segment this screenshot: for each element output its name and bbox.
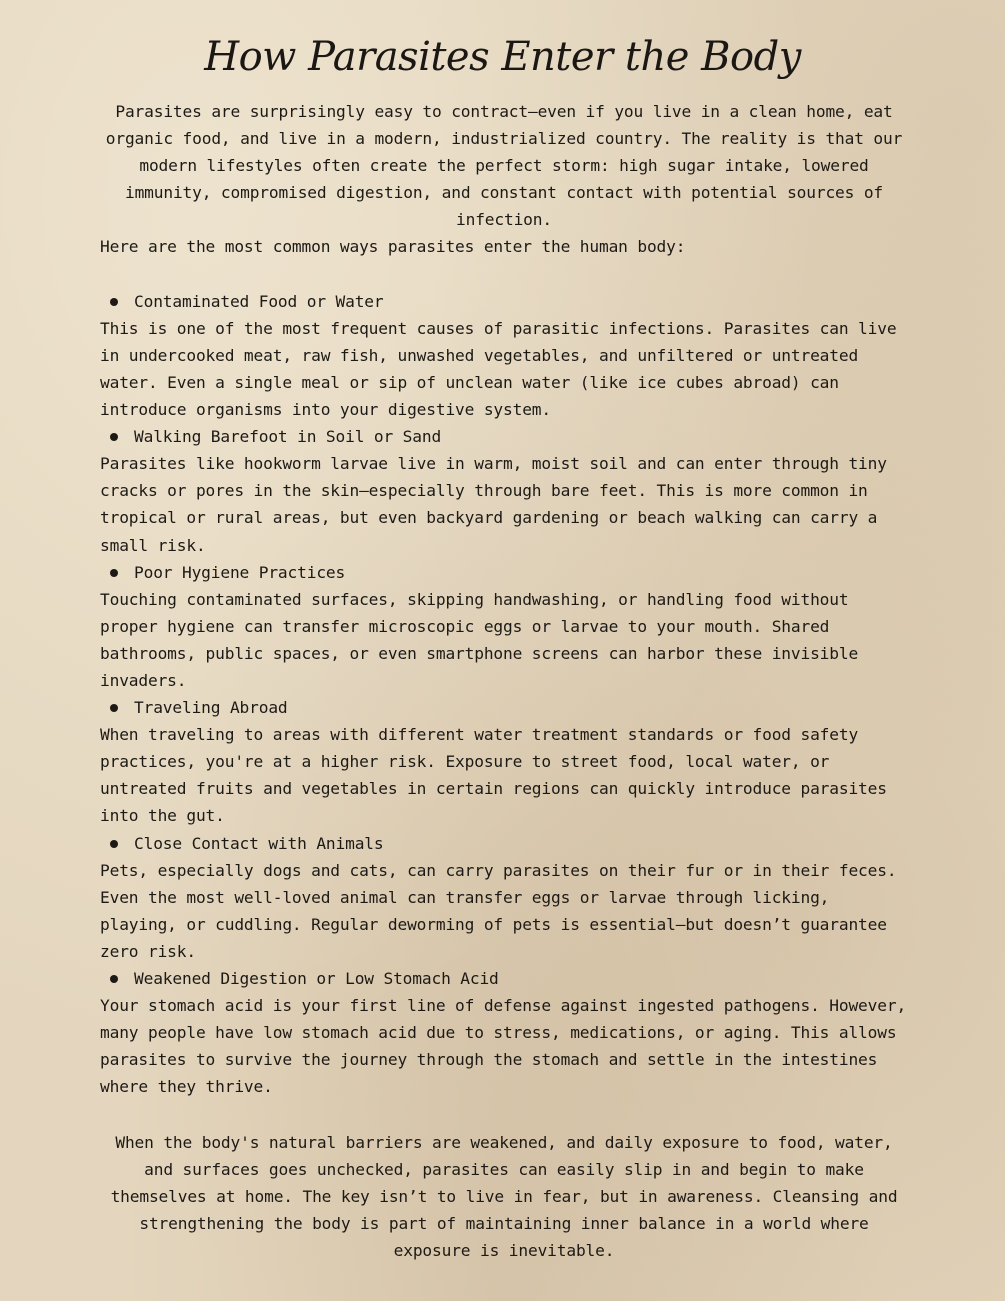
lead-in-paragraph: Here are the most common ways parasites enter the human body: xyxy=(100,237,686,257)
section-heading-text: Weakened Digestion or Low Stomach Acid xyxy=(134,969,499,988)
section-body: When traveling to areas with different water treatment standards or food safety practices, you're at a higher risk. Exposure to street food, local water, or untreated fruits and vegetables in certain regions can quickly introduce parasites into the gut. xyxy=(100,725,887,826)
bullet-icon xyxy=(110,298,118,306)
section-heading-text: Walking Barefoot in Soil or Sand xyxy=(134,427,442,447)
section-heading xyxy=(100,830,908,857)
section-heading xyxy=(100,288,908,315)
section xyxy=(100,423,908,558)
section-heading-text: Close Contact with Animals xyxy=(134,833,384,853)
bullet-icon xyxy=(110,975,118,983)
section-body: Your stomach acid is your first line of defense against ingested pathogens. However, many people have low stomach acid due to stress, medications, or aging. This allows parasites to survive the journey through the stomach and settle in the intestines where they thrive. xyxy=(100,996,907,1097)
section-body: This is one of the most frequent causes of parasitic infections. Parasites can live in undercooked meat, raw fish, unwashed vegetables, and unfiltered or untreated water. Even a single meal or sip of unclean water (like ice cubes abroad) can introduce organisms into your digestive system. xyxy=(100,318,897,420)
section xyxy=(100,288,908,423)
bullet-icon xyxy=(110,840,118,848)
intro-paragraph: Parasites are surprisingly easy to contract—even if you live in a clean home, eat organic food, and live in a modern, industrialized country. The reality is that our modern lifestyles often create the perfect storm: high sugar intake, lowered immunity, compromised digestion, and constant contact with potential sources of infection. xyxy=(105,102,903,230)
section-heading-text: Traveling Abroad xyxy=(134,698,288,718)
section-heading xyxy=(100,694,908,721)
spacer xyxy=(100,261,908,288)
section-body: Parasites like hookworm larvae live in warm, moist soil and can enter through tiny cracks or pores in the skin—especially through bare feet. This is more common in tropical or rural areas, but even backyard gardening or beach walking can carry a small risk. xyxy=(100,454,887,555)
section-body: Pets, especially dogs and cats, can carry parasites on their fur or in their feces. Even the most well-loved animal can transfer eggs or larvae through licking, playing, or cuddling. Regular deworming of pets is essential—but doesn’t guarantee zero risk. xyxy=(100,860,897,961)
section-heading-text: Contaminated Food or Water xyxy=(134,291,384,311)
section xyxy=(100,694,908,829)
section-body: Touching contaminated surfaces, skipping handwashing, or handling food without proper hygiene can transfer microscopic eggs or larvae to your mouth. Shared bathrooms, public spaces, or even smartphone screens can harbor these invisible invaders. xyxy=(100,589,859,690)
section-heading xyxy=(100,559,908,586)
main-content xyxy=(100,98,908,1100)
section xyxy=(100,559,908,694)
bullet-icon xyxy=(110,569,118,577)
section xyxy=(100,965,908,1100)
section-heading xyxy=(100,423,908,450)
bullet-icon xyxy=(110,433,118,441)
page-title: How Parasites Enter the Body xyxy=(204,34,801,80)
closing-paragraph: When the body's natural barriers are weakened, and daily exposure to food, water, and surfaces goes unchecked, parasites can easily slip in and begin to make themselves at home. The key isn’t to live in fear, but in awareness. Cleansing and strengthening the body is part of maintaining inner balance in a world where exposure is inevitable. xyxy=(110,1133,898,1261)
section-heading-text: Poor Hygiene Practices xyxy=(134,562,346,582)
bullet-icon xyxy=(110,704,118,712)
section xyxy=(100,830,908,965)
section-heading xyxy=(100,965,908,992)
